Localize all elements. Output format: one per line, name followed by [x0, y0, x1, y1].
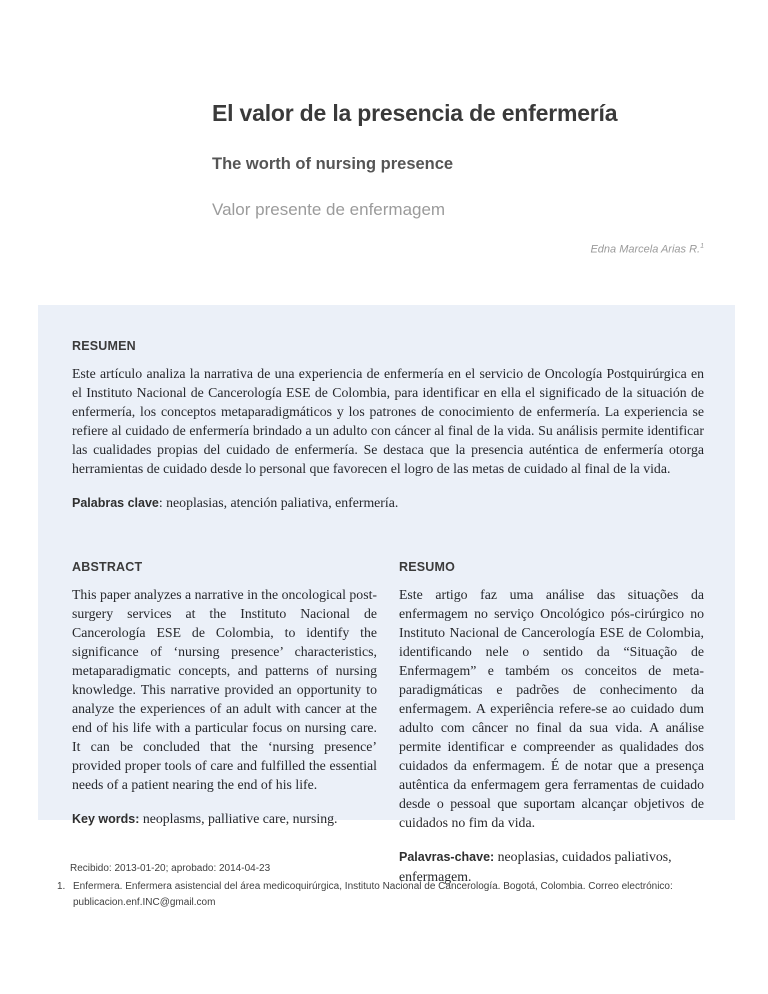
received-approved-dates: Recibido: 2013-01-20; aprobado: 2014-04-23 — [70, 863, 271, 874]
resumen-keywords-label: Palabras clave — [72, 496, 159, 510]
author-name: Edna Marcela Arias R. — [590, 243, 701, 256]
abstract-columns — [72, 560, 704, 900]
article-title-en: The worth of nursing presence — [212, 155, 454, 173]
footnote-body — [73, 879, 673, 912]
author-byline — [590, 243, 704, 256]
title-block — [212, 100, 712, 220]
abstract-column-en — [72, 560, 377, 900]
resumo-keywords-value: neoplasias, cuidados paliativos, enfermagem. — [399, 849, 672, 884]
abstract-column-pt — [399, 560, 704, 900]
article-title-es: El valor de la presencia de enfermería — [212, 100, 618, 126]
contact-email: publicacion.enf.INC@gmail.com — [73, 897, 216, 908]
abstract-heading: ABSTRACT — [72, 560, 143, 574]
author-affiliation-footnote — [57, 879, 732, 912]
resumen-keywords-value: : neoplasias, atención paliativa, enfermería. — [158, 495, 399, 510]
footnote-number: 1. — [57, 880, 66, 892]
abstract-keywords-value: neoplasms, palliative care, nursing. — [139, 811, 338, 826]
resumen-heading: RESUMEN — [72, 339, 136, 353]
abstract-keywords-line — [72, 809, 377, 829]
resumen-paragraph: Este artículo analiza la narrativa de una experiencia de enfermería en el servicio de Oncología Postquirúrgica en el Instituto Nacional de Cancerología ESE de Colombia, para identificar en ella el significado de la situación de enfermería, los conceptos metaparadigmáticos y los patrones de conocimiento de enfermería. La experiencia se refiere al cuidado de enfermería brindado a un adulto con cáncer al final de la vida. Su análisis permite identificar las cualidades propias del cuidado de enfermería. Se destaca que la presencia auténtica de enfermería otorga herramientas de cuidado desde lo personal que favorecen el logro de las metas de cuidado al final de la vida. — [72, 366, 704, 476]
resumen-keywords-line — [72, 493, 704, 513]
article-title-pt: Valor presente de enfermagem — [212, 200, 446, 219]
affiliation-text: Enfermera. Enfermera asistencial del área medicoquirúrgica, Instituto Nacional de Cancerología. Bogotá, Colombia. Correo electrónico: — [73, 880, 673, 892]
resumo-heading: RESUMO — [399, 560, 456, 574]
abstract-paragraph: This paper analyzes a narrative in the oncological post-surgery services at the Instituto Nacional de Cancerología ESE de Colombia, to identify the significance of ‘nursing presence’ characteristics, metaparadigmatic concepts, and patterns of nursing knowledge. This narrative provided an opportunity to analyze the experiences of an adult with cancer at the end of his life with a particular focus on nursing care. It can be concluded that the ‘nursing presence’ provided proper tools of care and fulfilled the essential needs of a patient nearing the end of his life. — [72, 587, 377, 792]
resumo-keywords-label: Palavras-chave: — [399, 850, 495, 864]
resumo-paragraph: Este artigo faz uma análise das situações da enfermagem no serviço Oncológico pós-cirúrgico no Instituto Nacional de Cancerología ESE de Colombia, identificando nele o sentido da “Situação de Enfermagem” e também os conceitos de meta-paradigmáticas e padrões de conhecimento da enfermagem. A experiência refere-se ao cuidado dum adulto com câncer no final da sua vida. A análise permite identificar e compreender as qualidades dos cuidados da enfermagem. É de notar que a presença autêntica da enfermagem gera ferramentas de cuidado desde o pessoal que suportam alcançar objetivos de cuidados no fim da vida. — [399, 587, 704, 830]
author-footnote-marker: 1 — [700, 243, 704, 250]
abstract-keywords-label: Key words: — [72, 812, 140, 826]
page-footer — [57, 861, 732, 912]
